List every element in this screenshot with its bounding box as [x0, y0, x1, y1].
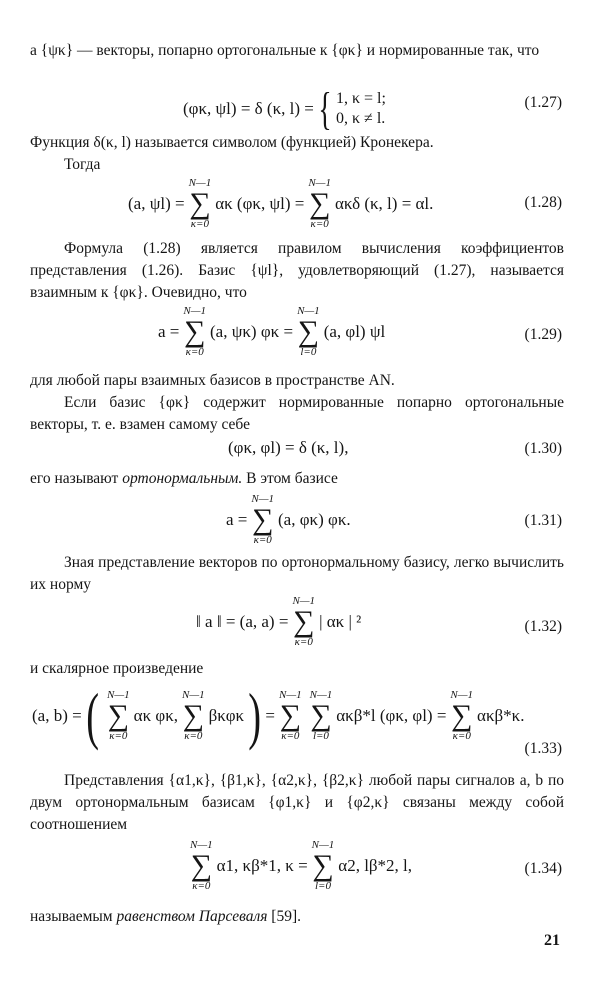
equation-1-32	[0, 596, 600, 656]
equation-1-33: (a, b) = ( N—1 ∑ κ=0 ακ φκ, N—1 ∑ κ=0 βκφκ ) = N—1 ∑ κ=0 N—1 ∑ l=0 ακβ*l (φκ, φl) = N—1 ∑ κ=0 ακβ*κ. (1.33)	[32, 680, 562, 757]
eq133-mid: ακβ*l (φκ, φl) =	[336, 706, 447, 725]
eq128-rhs: ακδ (κ, l) = αl.	[334, 194, 434, 213]
eq128-number: (1.28)	[524, 194, 562, 211]
paragraph-kronecker: Функция δ(κ, l) называется символом (функцией) Кронекера. Тогда	[30, 134, 434, 173]
eq134-number: (1.34)	[524, 860, 562, 877]
eq127-case-2: 0, κ ≠ l.	[335, 110, 386, 127]
paragraph-parseval: называемым равенством Парсеваля [59].	[30, 908, 301, 925]
sum-symbol: N—1 ∑ κ=0	[450, 689, 474, 742]
left-paren-glyph: (	[85, 680, 99, 751]
equation-1-29	[0, 306, 600, 366]
eq129-number: (1.29)	[524, 326, 562, 343]
eq130-number: (1.30)	[524, 440, 562, 457]
sum-symbol: N—1 ∑ κ=0	[183, 305, 207, 358]
equation-1-30	[0, 438, 600, 464]
eq133-lhs: (a, b) =	[32, 706, 82, 725]
equation-1-28	[0, 178, 600, 228]
eq129-lhs: a =	[158, 322, 180, 341]
sum-symbol: N—1 ∑ κ=0	[190, 839, 213, 892]
paragraph-parseval-intro: Представления {α1,κ}, {β1,κ}, {α2,κ}, {β2,κ} любой пары сигналов a, b по двум ортонормальным базисам {φ1,κ} и {φ2,κ} связаны между собой соотношением	[30, 772, 564, 833]
eq132-lhs: ‖ a ‖ = (a, a) =	[196, 612, 289, 631]
term-parseval: равенством Парсеваля	[116, 908, 268, 925]
sum-symbol: N—1 ∑ l=0	[297, 305, 320, 358]
paragraph-intro: a {ψκ} — векторы, попарно ортогональные к {φκ} и нормированные так, что	[30, 42, 540, 59]
eq128-mid: ακ (φκ, ψl) =	[215, 194, 305, 213]
sum-symbol: N—1 ∑ κ=0	[251, 493, 275, 546]
page-number: 21	[544, 932, 560, 949]
sum-symbol: N—1 ∑ κ=0	[308, 177, 331, 230]
sum-symbol: N—1 ∑ l=0	[311, 839, 335, 892]
paragraph-formula: Формула (1.28) является правилом вычисления коэффициентов представления (1.26). Базис {ψl}, удовлетворяющий (1.27), называется взаимным к {φκ}. Очевидно, что	[30, 240, 564, 301]
sum-symbol: N—1 ∑ κ=0	[188, 177, 212, 230]
left-brace-glyph: {	[318, 83, 332, 134]
eq127-lhs: (φκ, ψl) = δ (κ, l) =	[183, 99, 314, 118]
eq134-rhs: α2, lβ*2, l,	[338, 856, 413, 875]
eq129-mid: (a, ψκ) φκ =	[210, 322, 294, 341]
sum-symbol: N—1 ∑ κ=0	[279, 689, 302, 742]
equation-1-34	[0, 840, 600, 900]
eq128-lhs: (a, ψl) =	[128, 194, 185, 213]
eq133-number: (1.33)	[524, 740, 562, 757]
eq127-cases	[314, 83, 386, 134]
sum-symbol: N—1 ∑ κ=0	[107, 689, 130, 742]
eq130-body: (φκ, φl) = δ (κ, l),	[228, 438, 349, 457]
eq127-number: (1.27)	[524, 94, 562, 111]
equation-1-31	[0, 494, 600, 554]
term-orthonormal: ортонормальным.	[122, 470, 243, 487]
paragraph-basis: для любой пары взаимных базисов в пространстве AN. Если базис {φκ} содержит нормированные попарно ортогональные векторы, т. е. взамен самому себе	[30, 372, 564, 433]
paragraph-norm: Зная представление векторов по ортонормальному базису, легко вычислить их норму	[30, 554, 564, 593]
equation-1-27	[0, 83, 600, 134]
sum-symbol: N—1 ∑ l=0	[309, 689, 333, 742]
paragraph-scalar: и скалярное произведение	[30, 660, 204, 677]
sum-symbol: N—1 ∑ κ=0	[182, 689, 205, 742]
eq134-lhs: α1, κβ*1, κ =	[216, 856, 308, 875]
eq131-rhs: (a, φκ) φκ.	[278, 510, 351, 529]
eq131-number: (1.31)	[524, 512, 562, 529]
eq133-inner-1: ακ φκ,	[133, 706, 179, 725]
sum-symbol: N—1 ∑ κ=0	[292, 595, 316, 648]
eq133-rhs: ακβ*κ.	[477, 706, 525, 725]
eq129-rhs: (a, φl) ψl	[323, 322, 386, 341]
eq132-number: (1.32)	[524, 618, 562, 635]
eq127-case-1: 1, κ = l;	[335, 90, 386, 107]
eq132-rhs: | ακ | ²	[319, 612, 362, 631]
paragraph-orthonormal: его называют ортонормальным. В этом базисе	[30, 470, 338, 487]
eq131-lhs: a =	[226, 510, 248, 529]
eq133-inner-2: βκφκ	[208, 706, 245, 725]
right-paren-glyph: )	[248, 680, 262, 751]
